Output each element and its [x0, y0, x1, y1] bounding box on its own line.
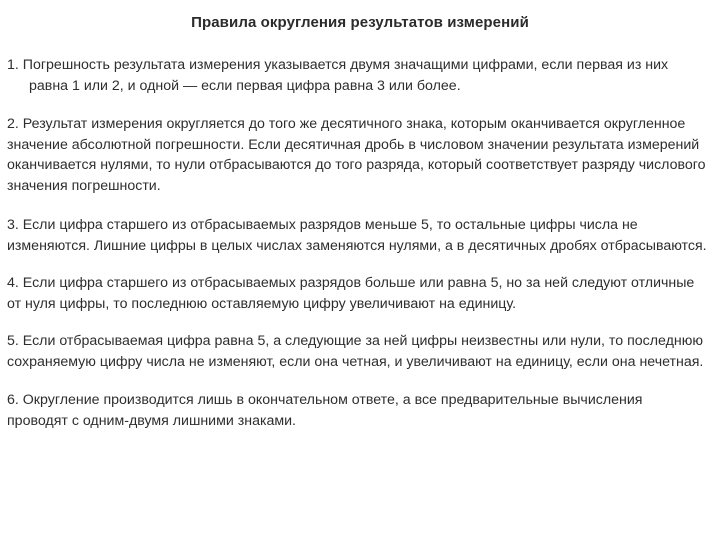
- rule-4: 4. Если цифра старшего из отбрасываемых разрядов больше или равна 5, но за ней следуют отличные от нуля цифры, то последнюю оставляемую цифру увеличивают на единицу.: [7, 275, 695, 312]
- rule-6: 6. Округление производится лишь в окончательном ответе, а все предварительные вычисления проводят с одним-двумя лишними знаками.: [7, 392, 643, 429]
- rule-3: 3. Если цифра старшего из отбрасываемых разрядов меньше 5, то остальные цифры числа не изменяются. Лишние цифры в целых числах заменяются нулями, а в десятичных дробях отбрасываются.: [7, 217, 707, 254]
- rules-list: [7, 55, 707, 431]
- rule-5: 5. Если отбрасываемая цифра равна 5, а следующие за ней цифры неизвестны или нули, то последнюю сохраняемую цифру числа не изменяют, если она четная, и увеличивают на единицу, если она нечетная.: [7, 333, 704, 370]
- rule-1: 1. Погрешность результата измерения указывается двумя значащими цифрами, если первая из них равна 1 или 2, и одной — если первая цифра равна 3 или более.: [7, 57, 669, 94]
- rule-2: 2. Результат измерения округляется до того же десятичного знака, которым оканчивается округленное значение абсолютной погрешности. Если десятичная дробь в числовом значении результата измерений оканчивается нулями, то нули отбрасываются до того разряда, который соответствует разряду числового значения погрешности.: [7, 116, 706, 194]
- page-title: Правила округления результатов измерений: [191, 14, 529, 31]
